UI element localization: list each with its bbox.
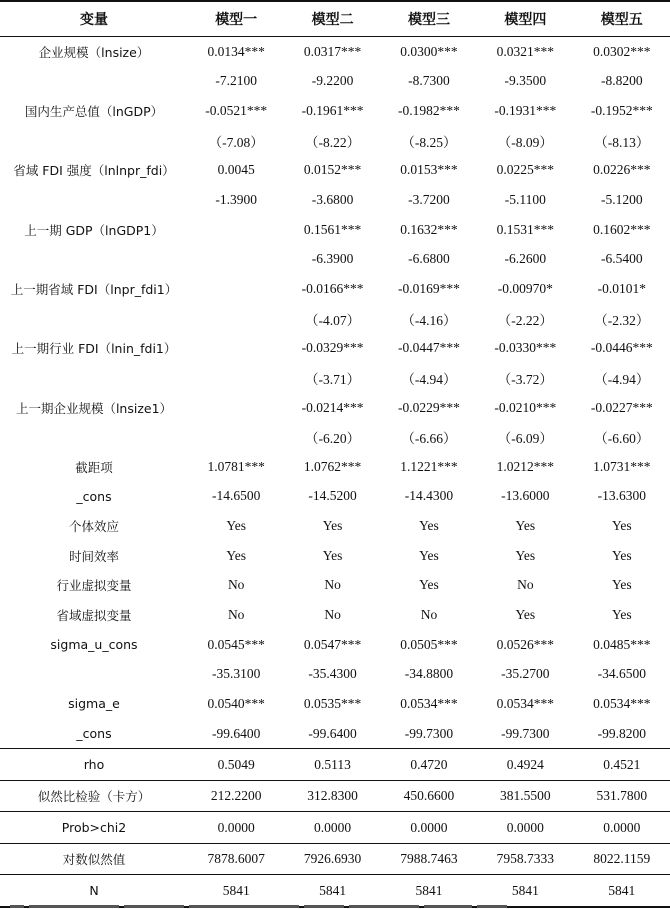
model-5-value-cell: Yes [611,606,632,622]
model-5-value-cell: -5.1200 [600,192,643,208]
model-3-value-cell: 0.0505*** [400,636,458,652]
model-3-value-cell: -8.7300 [408,73,450,89]
table-row [0,363,670,393]
model-2-value-cell: 0.1561*** [303,221,362,237]
model-4-value-cell: 5841 [477,875,573,907]
model-1-value-cell: -7.2100 [215,73,257,89]
model-2-value-cell: No [324,606,341,622]
header-cell-model-2: 模型二 [284,1,380,37]
variable-name-cell: 个体效应 [68,519,119,535]
model-1-value-cell [188,304,284,334]
model-5-value-cell: 0.4521 [574,749,670,781]
table-header [0,1,670,37]
summary-row [0,780,670,812]
variable-name-cell: Prob>chi2 [0,812,188,844]
model-5-value-cell: 531.7800 [574,780,670,812]
table-row [0,600,670,630]
model-1-value-cell: Yes [226,547,247,563]
variable-name-cell: 截距项 [75,459,113,475]
table-body [0,37,670,749]
model-5-value-cell: -34.6500 [597,666,646,682]
model-1-value-cell: No [227,577,245,593]
table-row [0,67,670,97]
table-row [0,393,670,423]
model-4-value-cell: -0.0330*** [494,340,557,356]
header-row [0,1,670,37]
table-summary-stats [0,749,670,907]
model-2-value-cell: 0.0000 [284,812,380,844]
model-4-value-cell: （-8.09） [497,134,553,150]
model-1-value-cell [188,215,284,245]
table-row [0,304,670,334]
model-2-value-cell: Yes [322,547,343,563]
model-1-value-cell [188,244,284,274]
model-1-value-cell: -0.0521*** [205,103,268,119]
model-3-value-cell: -6.6800 [408,251,450,267]
model-2-value-cell: -0.1961*** [301,103,364,119]
model-2-value-cell: （-8.22） [305,134,361,150]
summary-row [0,812,670,844]
model-1-value-cell: （-7.08） [208,134,264,150]
table-row [0,452,670,482]
model-1-value-cell: Yes [226,518,247,534]
model-4-value-cell: Yes [515,547,536,563]
model-1-value-cell: 1.0781*** [207,458,265,474]
table-row [0,244,670,274]
variable-name-cell: 上一期企业规模（lnsize1） [15,400,173,416]
model-2-value-cell: 1.0762*** [303,458,362,474]
model-2-value-cell: 0.0535*** [303,695,362,711]
variable-name-cell: 省域虚拟变量 [56,607,132,623]
model-3-value-cell: -34.8800 [404,666,454,682]
model-1-value-cell: 0.0045 [217,162,255,178]
model-5-value-cell: （-2.32） [594,312,650,328]
variable-name-cell [0,126,188,156]
header-cell-model-1: 模型一 [188,1,284,37]
model-3-value-cell: -0.0447*** [398,340,460,356]
model-2-value-cell: 0.5113 [284,749,380,781]
table-row [0,630,670,660]
model-3-value-cell: -0.0229*** [398,399,460,415]
variable-name-cell: 上一期省域 FDI（lnpr_fdi1） [10,281,178,297]
variable-name-cell: 国内生产总值（lnGDP） [24,104,164,120]
model-2-value-cell: -9.2200 [311,73,354,89]
model-3-value-cell: 0.0534*** [400,695,458,711]
variable-name-cell [0,304,188,334]
model-2-value-cell: Yes [322,518,343,534]
table-row [0,511,670,541]
model-2-value-cell: -6.3900 [311,251,354,267]
variable-name-cell: 对数似然值 [0,843,188,875]
model-3-value-cell: 0.4720 [381,749,477,781]
model-3-value-cell: 1.1221*** [400,458,458,474]
model-5-value-cell: 8022.1159 [574,843,670,875]
table-row [0,185,670,215]
variable-name-cell: 上一期行业 FDI（lnin_fdi1） [11,341,177,357]
model-4-value-cell: 0.0526*** [496,636,555,652]
model-3-value-cell: Yes [419,547,439,563]
model-5-value-cell: 5841 [574,875,670,907]
model-4-value-cell: No [517,577,534,593]
model-4-value-cell: 0.0000 [477,812,573,844]
model-1-value-cell: 0.0540*** [207,695,265,711]
model-5-value-cell: 0.0302*** [593,43,651,59]
table-row [0,156,670,186]
header-cell-variable: 变量 [0,1,188,37]
model-3-value-cell: （-4.94） [401,371,457,387]
variable-name-cell: _cons [76,488,112,504]
model-2-value-cell: 5841 [284,875,380,907]
model-1-value-cell: 0.0134*** [207,43,265,59]
model-4-value-cell: （-2.22） [497,312,553,328]
model-3-value-cell: 0.0000 [381,812,477,844]
model-4-value-cell: 0.0321*** [496,43,555,59]
model-1-value-cell: -1.3900 [215,192,257,208]
model-4-value-cell: -5.1100 [504,192,546,208]
model-2-value-cell: No [324,577,341,593]
model-2-value-cell: -14.5200 [308,488,357,504]
model-1-value-cell [188,363,284,393]
model-4-value-cell: 0.4924 [477,749,573,781]
model-2-value-cell: -35.4300 [308,666,357,682]
model-4-value-cell: 0.1531*** [496,221,555,237]
model-2-value-cell: 0.0547*** [303,636,362,652]
model-3-value-cell: -99.7300 [404,725,454,741]
model-5-value-cell: 1.0731*** [593,458,651,474]
model-4-value-cell: 381.5500 [477,780,573,812]
variable-name-cell: sigma_u_cons [50,637,138,653]
model-3-value-cell: -0.1982*** [398,103,460,119]
model-4-value-cell: 1.0212*** [496,458,555,474]
header-cell-model-4: 模型四 [477,1,573,37]
model-5-value-cell: -0.0101* [597,280,646,296]
model-3-value-cell: 5841 [381,875,477,907]
model-5-value-cell: -99.8200 [597,725,646,741]
model-5-value-cell: -8.8200 [600,73,643,89]
table-row [0,37,670,67]
model-4-value-cell: -99.7300 [501,725,550,741]
model-3-value-cell: 0.0153*** [400,162,458,178]
model-5-value-cell: （-4.94） [594,371,650,387]
model-3-value-cell: 7988.7463 [381,843,477,875]
model-5-value-cell: -0.0227*** [590,399,653,415]
model-4-value-cell: -9.3500 [504,73,547,89]
variable-name-cell: 省域 FDI 强度（lnlnpr_fdi） [13,163,175,179]
model-4-value-cell: 0.0534*** [496,695,555,711]
model-1-value-cell [188,393,284,423]
model-4-value-cell: （-6.09） [497,431,553,447]
model-4-value-cell: -0.00970* [497,280,553,296]
model-5-value-cell: 0.1602*** [593,221,651,237]
model-3-value-cell: 450.6600 [381,780,477,812]
model-2-value-cell: -0.0329*** [301,340,364,356]
model-5-value-cell: Yes [611,577,632,593]
model-1-value-cell: No [227,606,245,622]
model-5-value-cell: 0.0534*** [593,695,651,711]
model-5-value-cell: （-6.60） [594,431,650,447]
variable-name-cell: N [0,875,188,907]
model-3-value-cell: Yes [419,577,439,593]
table-row [0,274,670,304]
variable-name-cell [0,363,188,393]
model-4-value-cell: -13.6000 [501,488,550,504]
model-4-value-cell: -0.0210*** [494,399,557,415]
table-row [0,689,670,719]
table-row [0,96,670,126]
model-2-value-cell: 312.8300 [284,780,380,812]
model-4-value-cell: 7958.7333 [477,843,573,875]
table-row [0,333,670,363]
model-5-value-cell: （-8.13） [594,134,650,150]
model-4-value-cell: Yes [515,518,536,534]
model-3-value-cell: 0.1632*** [400,221,458,237]
model-2-value-cell: -3.6800 [311,192,354,208]
model-1-value-cell [188,333,284,363]
model-3-value-cell: No [420,606,438,622]
model-4-value-cell: 0.0225*** [496,162,555,178]
table-row [0,571,670,601]
summary-row [0,749,670,781]
model-2-value-cell: 0.0317*** [303,43,362,59]
variable-name-cell [0,185,188,215]
model-4-value-cell: -0.1931*** [494,103,557,119]
variable-name-cell [0,244,188,274]
model-2-value-cell: 0.0152*** [303,162,362,178]
model-1-value-cell: -35.3100 [212,666,261,682]
model-1-value-cell: 0.5049 [188,749,284,781]
variable-name-cell: 行业虚拟变量 [56,578,132,594]
model-3-value-cell: -14.4300 [404,488,454,504]
model-5-value-cell: -0.0446*** [590,340,653,356]
header-cell-model-3: 模型三 [381,1,477,37]
model-2-value-cell: -99.6400 [308,725,357,741]
model-5-value-cell: 0.0226*** [593,162,651,178]
variable-name-cell: rho [0,749,188,781]
model-1-value-cell: 212.2200 [188,780,284,812]
model-3-value-cell: 0.0300*** [400,43,458,59]
model-1-value-cell [188,422,284,452]
cropped-footnote-text [10,901,660,909]
model-3-value-cell: -0.0169*** [398,280,460,296]
model-3-value-cell: （-4.16） [401,312,457,328]
table-row [0,659,670,689]
model-5-value-cell: Yes [611,518,632,534]
model-3-value-cell: （-8.25） [401,134,457,150]
model-1-value-cell: 0.0000 [188,812,284,844]
table-row [0,482,670,512]
variable-name-cell: _cons [76,726,112,742]
model-3-value-cell: （-6.66） [401,431,457,447]
variable-name-cell: 企业规模（lnsize） [38,44,150,60]
model-2-value-cell: （-4.07） [305,312,361,328]
model-2-value-cell: -0.0214*** [301,399,364,415]
model-2-value-cell: （-6.20） [305,431,361,447]
model-3-value-cell: -3.7200 [408,192,450,208]
model-1-value-cell: 5841 [188,875,284,907]
header-cell-model-5: 模型五 [574,1,670,37]
variable-name-cell: sigma_e [68,696,120,712]
table-row [0,126,670,156]
model-3-value-cell: Yes [419,518,439,534]
variable-name-cell [0,67,188,97]
model-1-value-cell: -14.6500 [212,488,261,504]
table-row [0,422,670,452]
model-1-value-cell: -99.6400 [212,725,261,741]
model-2-value-cell: 7926.6930 [284,843,380,875]
table-row [0,215,670,245]
summary-row [0,843,670,875]
model-5-value-cell: -13.6300 [597,488,646,504]
model-4-value-cell: （-3.72） [497,371,553,387]
variable-name-cell [0,659,188,689]
model-2-value-cell: （-3.71） [305,371,361,387]
variable-name-cell: 似然比检验（卡方） [0,780,188,812]
variable-name-cell: 上一期 GDP（lnGDP1） [24,222,164,238]
variable-name-cell: 时间效率 [68,548,119,564]
model-5-value-cell: -0.1952*** [590,103,653,119]
model-1-value-cell: 7878.6007 [188,843,284,875]
table-row [0,719,670,749]
model-5-value-cell: 0.0000 [574,812,670,844]
model-5-value-cell: 0.0485*** [593,636,651,652]
model-5-value-cell: Yes [611,547,632,563]
model-4-value-cell: Yes [515,606,536,622]
table-row [0,541,670,571]
model-2-value-cell: -0.0166*** [301,280,364,296]
variable-name-cell [0,422,188,452]
model-4-value-cell: -6.2600 [504,251,547,267]
model-5-value-cell: -6.5400 [600,251,643,267]
model-4-value-cell: -35.2700 [501,666,550,682]
model-1-value-cell [188,274,284,304]
model-1-value-cell: 0.0545*** [207,636,265,652]
